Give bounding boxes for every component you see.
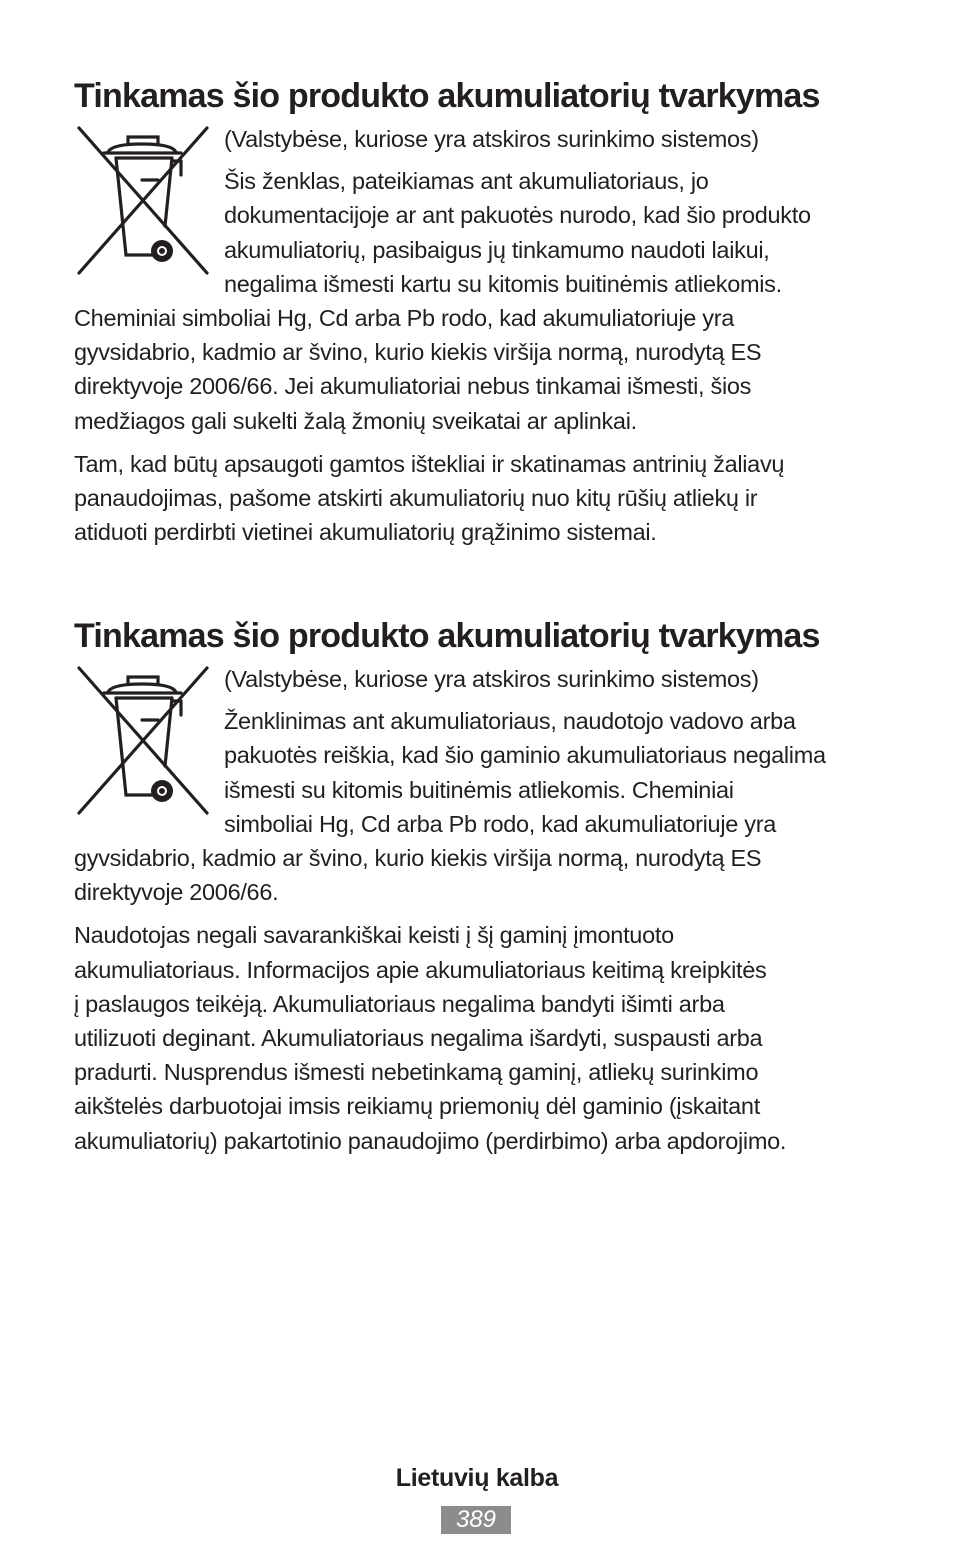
body-line: aikštelės darbuotojai imsis reikiamų priemonių dėl gaminio (įskaitant [74, 1093, 760, 1120]
intro-line: akumuliatorių, pasibaigus jų tinkamumo naudoti laikui, [224, 236, 770, 263]
body-line: pradurti. Nusprendus išmesti nebetinkamą gaminį, atliekų surinkimo [74, 1059, 759, 1086]
intro-line: pakuotės reiškia, kad šio gaminio akumuliatoriaus negalima [224, 742, 826, 769]
body-line: direktyvoje 2006/66. [74, 879, 279, 906]
body-line: į paslaugos teikėją. Akumuliatoriaus negalima bandyti išimti arba [74, 990, 725, 1017]
section-title: Tinkamas šio produkto akumuliatorių tvarkymas [74, 617, 820, 655]
section-subtitle: (Valstybėse, kuriose yra atskiros surinkimo sistemos) [224, 666, 759, 692]
page-number: 389 [441, 1506, 511, 1534]
crossed-out-wheelie-bin-icon [74, 126, 210, 278]
body-line: atiduoti perdirbti vietinei akumuliatorių grąžinimo sistemai. [74, 519, 657, 546]
body-line: gyvsidabrio, kadmio ar švino, kurio kiekis viršija normą, nurodytą ES [74, 845, 762, 872]
intro-line: dokumentacijoje ar ant pakuotės nurodo, kad šio produkto [224, 202, 811, 229]
intro-line: išmesti su kitomis buitinėmis atliekomis. Cheminiai [224, 776, 734, 803]
body-line: akumuliatoriaus. Informacijos apie akumuliatoriaus keitimą kreipkitės [74, 956, 767, 983]
intro-line: Ženklinimas ant akumuliatoriaus, naudotojo vadovo arba [224, 708, 796, 735]
section-title: Tinkamas šio produkto akumuliatorių tvarkymas [74, 77, 820, 115]
body-line: gyvsidabrio, kadmio ar švino, kurio kiekis viršija normą, nurodytą ES [74, 339, 762, 366]
body-line: akumuliatorių) pakartotinio panaudojimo (perdirbimo) arba apdorojimo. [74, 1127, 787, 1154]
intro-line: negalima išmesti kartu su kitomis buitinėmis atliekomis. [224, 270, 782, 297]
body-line: Cheminiai simboliai Hg, Cd arba Pb rodo, kad akumuliatoriuje yra [74, 305, 735, 332]
battery-disposal-section-2 [74, 614, 886, 1158]
section-subtitle: (Valstybėse, kuriose yra atskiros surinkimo sistemos) [224, 126, 759, 152]
body-line: panaudojimas, pašome atskirti akumuliatorių nuo kitų rūšių atliekų ir [74, 485, 758, 512]
body-line: Naudotojas negali savarankiškai keisti į šį gaminį įmontuoto [74, 922, 674, 949]
intro-line: Šis ženklas, pateikiamas ant akumuliatoriaus, jo [224, 168, 709, 195]
body-line: Tam, kad būtų apsaugoti gamtos ištekliai ir skatinamas antrinių žaliavų [74, 450, 785, 477]
body-line: medžiagos gali sukelti žalą žmonių sveikatai ar aplinkai. [74, 407, 637, 434]
crossed-out-wheelie-bin-icon [74, 666, 210, 818]
body-line: direktyvoje 2006/66. Jei akumuliatoriai nebus tinkamai išmesti, šios [74, 373, 752, 400]
battery-disposal-section-1 [74, 74, 886, 549]
intro-line: simboliai Hg, Cd arba Pb rodo, kad akumuliatoriuje yra [224, 810, 776, 837]
footer-language-label: Lietuvių kalba [395, 1464, 559, 1492]
body-line: utilizuoti deginant. Akumuliatoriaus negalima išardyti, suspausti arba [74, 1025, 763, 1052]
